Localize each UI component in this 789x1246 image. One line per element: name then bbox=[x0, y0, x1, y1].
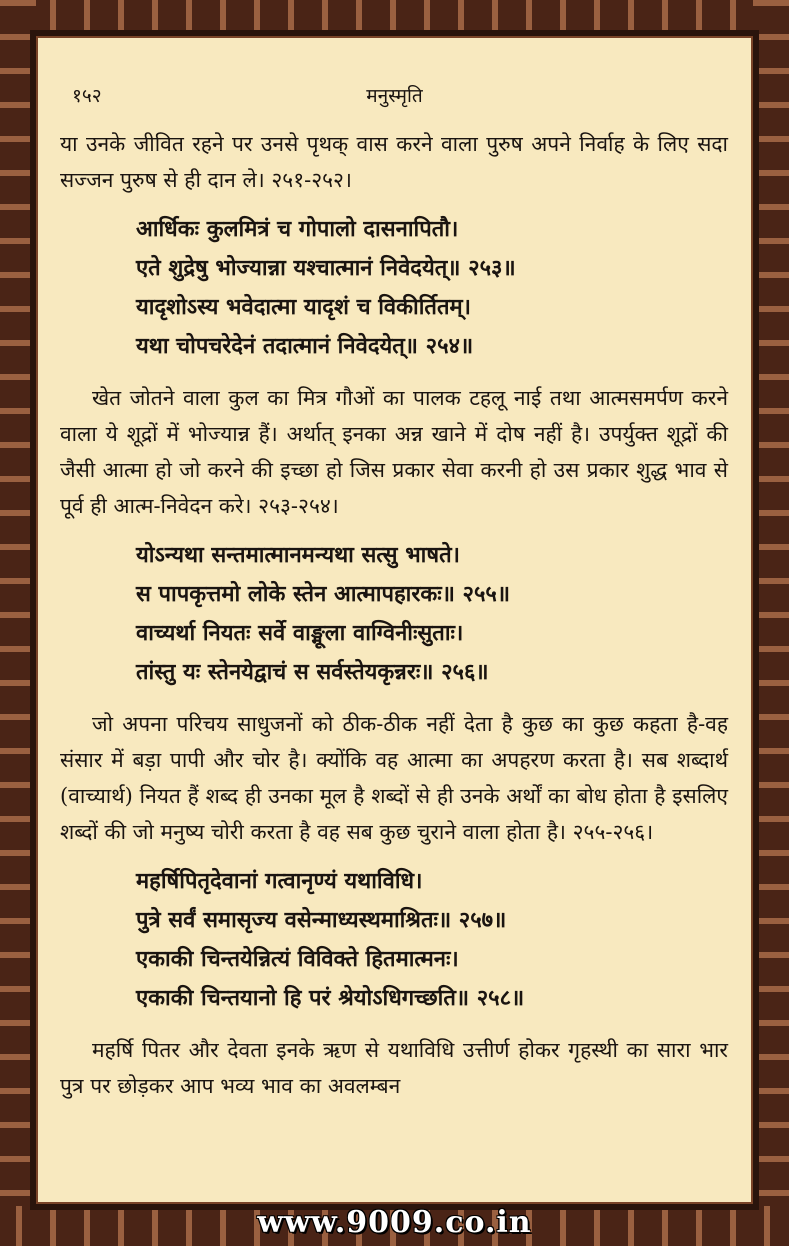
page-header bbox=[38, 82, 751, 112]
verse-block-2 bbox=[60, 536, 728, 692]
frame-top-border bbox=[0, 0, 789, 34]
verse-line: पुत्रे सर्वं समासृज्य वसेन्माध्यस्थमाश्रितः॥ २५७॥ bbox=[136, 907, 507, 933]
verse-line: तांस्तु यः स्तेनयेद्वाचं स सर्वस्तेयकृन्नरः॥ २५६॥ bbox=[136, 659, 489, 685]
verse-block-1 bbox=[60, 210, 728, 366]
paragraph-3: जो अपना परिचय साधुजनों को ठीक-ठीक नहीं देता है कुछ का कुछ कहता है-वह संसार में बड़ा पापी और चोर है। क्योंकि वह आत्मा का अपहरण करता है। सब शब्दार्थ (वाच्यार्थ) नियत हैं शब्द ही उनका मूल है शब्दों से ही उनके अर्थों का बोध होता है इसलिए शब्दों की जो मनुष्य चोरी करता है वह सब कुछ चुराने वाला होता है। २५५-२५६। bbox=[60, 712, 728, 844]
verse-line: वाच्यर्था नियतः सर्वे वाङ्मूला वाग्विनीःसुताः। bbox=[136, 620, 464, 646]
verse-line: आर्धिकः कुलमित्रं च गोपालो दासनापितौ। bbox=[136, 216, 459, 242]
paragraph-2: खेत जोतने वाला कुल का मित्र गौओं का पालक टहलू नाई तथा आत्मसमर्पण करने वाला ये शूद्रों में भोज्यान्न हैं। अर्थात् इनका अन्न खाने में दोष नहीं है। उपर्युक्त शूद्रों की जैसी आत्मा हो जो करने की इच्छा हो जिस प्रकार सेवा करनी हो उस प्रकार शुद्ध भाव से पूर्व ही आत्म-निवेदन करे। २५३-२५४। bbox=[60, 386, 728, 518]
paragraph-4: महर्षि पितर और देवता इनके ऋण से यथाविधि उत्तीर्ण होकर गृहस्थी का सारा भार पुत्र पर छोड़कर आप भव्य भाव का अवलम्बन bbox=[60, 1038, 728, 1098]
verse-line: योऽन्यथा सन्तमात्मानमन्यथा सत्सु भाषते। bbox=[136, 542, 460, 568]
verse-line: महर्षिपितृदेवानां गत्वानृण्यं यथाविधि। bbox=[136, 868, 423, 894]
paragraph-1: या उनके जीवित रहने पर उनसे पृथक् वास करने वाला पुरुष अपने निर्वाह के लिए सदा सज्जन पुरुष से ही दान ले। २५१-२५२। bbox=[60, 132, 728, 192]
page-content bbox=[60, 126, 728, 1116]
website-url[interactable]: www.9009.co.in bbox=[257, 1205, 532, 1240]
verse-line: यथा चोपचरेदेनं तदात्मानं निवेदयेत्॥ २५४॥ bbox=[136, 333, 474, 359]
verse-line: स पापकृत्तमो लोके स्तेन आत्मापहारकः॥ २५५॥ bbox=[136, 581, 511, 607]
page-number: १५२ bbox=[72, 85, 102, 107]
verse-block-3 bbox=[60, 862, 728, 1018]
book-title: मनुस्मृति bbox=[366, 85, 423, 107]
verse-line: एते शुद्रेषु भोज्यान्ना यश्चात्मानं निवेदयेत्॥ २५३॥ bbox=[136, 255, 516, 281]
page-paper bbox=[38, 38, 751, 1202]
verse-line: एकाकी चिन्तयानो हि परं श्रेयोऽधिगच्छति॥ २५८॥ bbox=[136, 985, 525, 1011]
verse-line: यादृशोऽस्य भवेदात्मा यादृशं च विकीर्तितम्। bbox=[136, 294, 472, 320]
verse-line: एकाकी चिन्तयेन्नित्यं विविक्ते हितमात्मनः। bbox=[136, 946, 459, 972]
